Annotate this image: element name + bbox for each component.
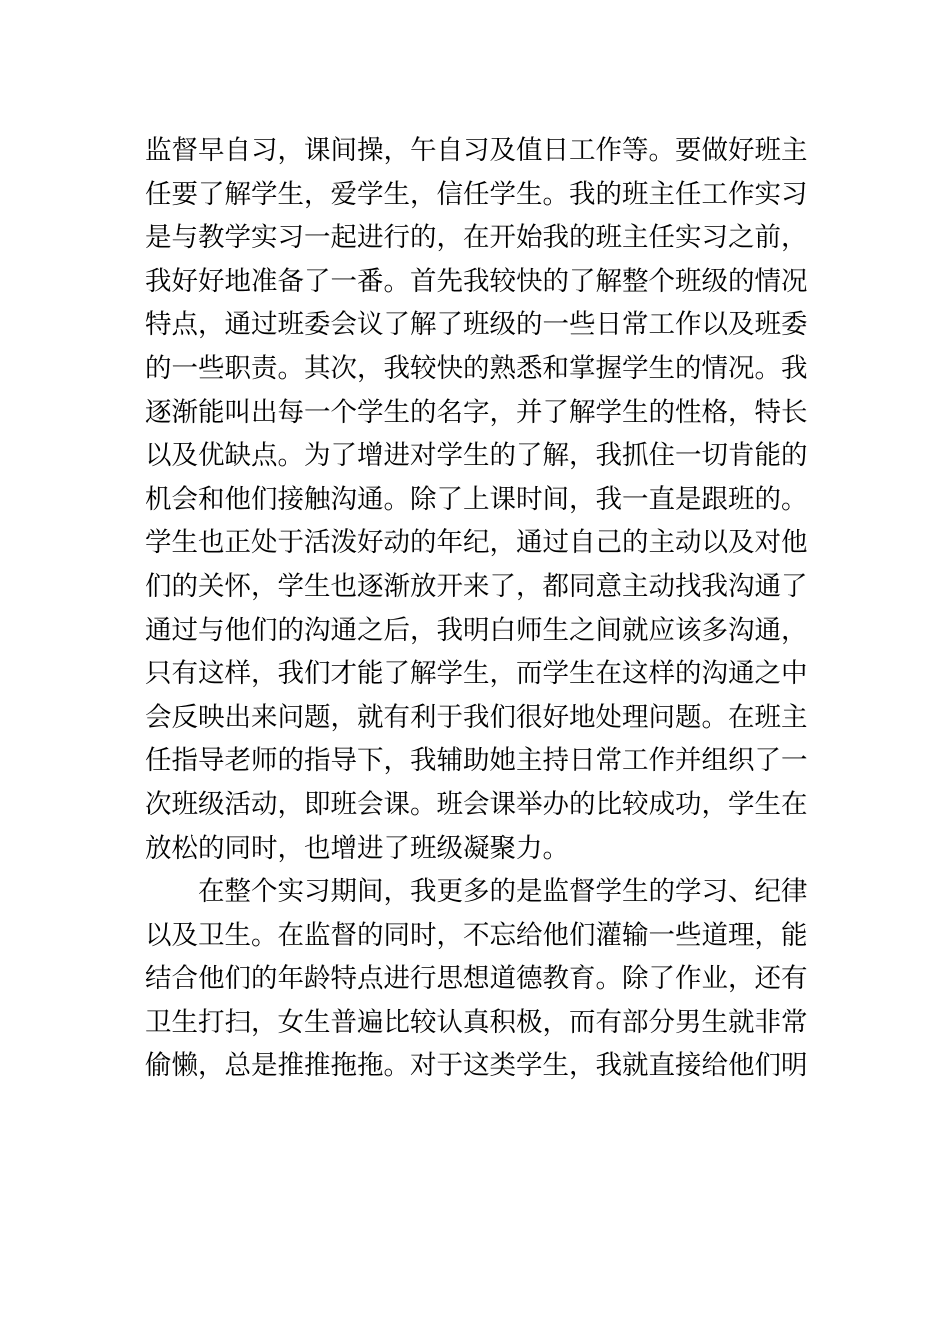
text-line: 学生也正处于活泼好动的年纪，通过自己的主动以及对他: [145, 527, 808, 559]
body-text: [145, 129, 810, 1088]
text-line: 次班级活动，即班会课。班会课举办的比较成功，学生在: [145, 788, 808, 820]
text-line: 偷懒，总是推推拖拖。对于这类学生，我就直接给他们明: [145, 1050, 808, 1082]
text-line: 只有这样，我们才能了解学生，而学生在这样的沟通之中: [145, 658, 808, 690]
text-line: 放松的同时，也增进了班级凝聚力。: [145, 832, 569, 864]
text-line: 特点，通过班委会议了解了班级的一些日常工作以及班委: [145, 309, 808, 341]
text-line: 是与教学实习一起进行的，在开始我的班主任实习之前，: [145, 222, 808, 254]
text-line: 监督早自习，课间操，午自习及值日工作等。要做好班主: [145, 135, 808, 166]
text-line: 会反映出来问题，就有利于我们很好地处理问题。在班主: [145, 701, 808, 733]
text-line: 以及优缺点。为了增进对学生的了解，我抓住一切肯能的: [145, 440, 808, 472]
text-line: 逐渐能叫出每一个学生的名字，并了解学生的性格，特长: [145, 396, 808, 428]
text-line: 机会和他们接触沟通。除了上课时间，我一直是跟班的。: [145, 483, 808, 515]
paragraph-start-line: 在整个实习期间，我更多的是监督学生的学习、纪律: [198, 876, 808, 908]
text-line: 我好好地准备了一番。首先我较快的了解整个班级的情况: [145, 265, 808, 297]
text-line: 的一些职责。其次，我较快的熟悉和掌握学生的情况。我: [145, 352, 808, 384]
text-line: 结合他们的年龄特点进行思想道德教育。除了作业，还有: [145, 963, 808, 995]
text-line: 卫生打扫，女生普遍比较认真积极，而有部分男生就非常: [145, 1006, 808, 1038]
text-line: 通过与他们的沟通之后，我明白师生之间就应该多沟通，: [145, 614, 808, 646]
text-line: 们的关怀，学生也逐渐放开来了，都同意主动找我沟通了: [145, 570, 808, 602]
text-line: 任要了解学生，爱学生，信任学生。我的班主任工作实习: [145, 178, 808, 210]
text-line: 以及卫生。在监督的同时，不忘给他们灌输一些道理，能: [145, 919, 808, 951]
text-line: 任指导老师的指导下，我辅助她主持日常工作并组织了一: [145, 745, 808, 777]
